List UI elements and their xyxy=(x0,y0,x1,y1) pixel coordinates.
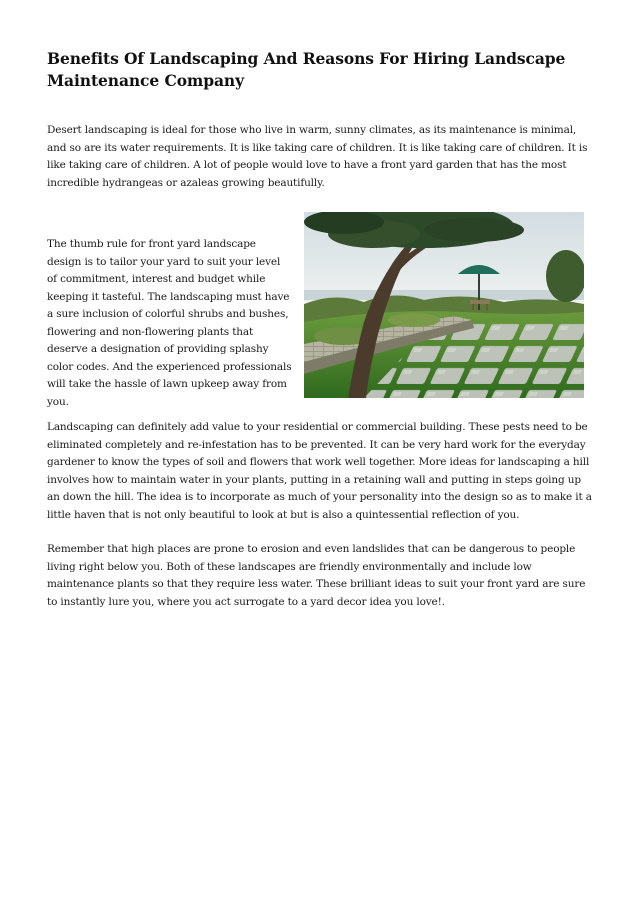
paragraph-remember: Remember that high places are prone to erosion and even landslides that can be dangerous to people living right below you. Both of these landscapes are friendly environmentally and include low maintenance plants so that they require less water. These brilliant ideas to suit your front yard are sure to instantly lure you, where you act surrogate to a yard decor idea you love!. xyxy=(47,543,586,608)
paragraph-intro: Desert landscaping is ideal for those who live in warm, sunny climates, as its maintenance is minimal, and so are its water requirements. It is like taking care of children. It is like taking care of children. It is like taking care of children. A lot of people would love to have a front yard garden that has the most incredible hydrangeas or azaleas growing beautifully. xyxy=(47,124,588,189)
document-page xyxy=(47,48,595,611)
paragraph-value: Landscaping can definitely add value to your residential or commercial building. These pests need to be eliminated completely and re-infestation has to be prevented. It can be very hard work for the everyday gardener to know the types of soil and flowers that work well together. More ideas for landscaping a hill involves how to maintain water in your plants, putting in a retaining wall and putting in steps going up an down the hill. The idea is to incorporate as much of your personality into the design so as to make it a little haven that is not only beautiful to look at but is also a quintessential reflection of you. xyxy=(47,421,592,521)
image-text-block xyxy=(47,212,595,408)
landscape-photo xyxy=(304,212,584,398)
paragraph-thumb-rule: The thumb rule for front yard landscape design is to tailor your yard to suit your level of commitment, interest and budget while keeping it tasteful. The landscaping must have a sure inclusion of colorful shrubs and bushes, flowering and non-flowering plants that deserve a designation of providing splashy color codes. And the experienced professionals will take the hassle of lawn upkeep away from you. xyxy=(47,238,292,408)
document-title: Benefits Of Landscaping And Reasons For Hiring Landscape Maintenance Company xyxy=(47,49,566,90)
